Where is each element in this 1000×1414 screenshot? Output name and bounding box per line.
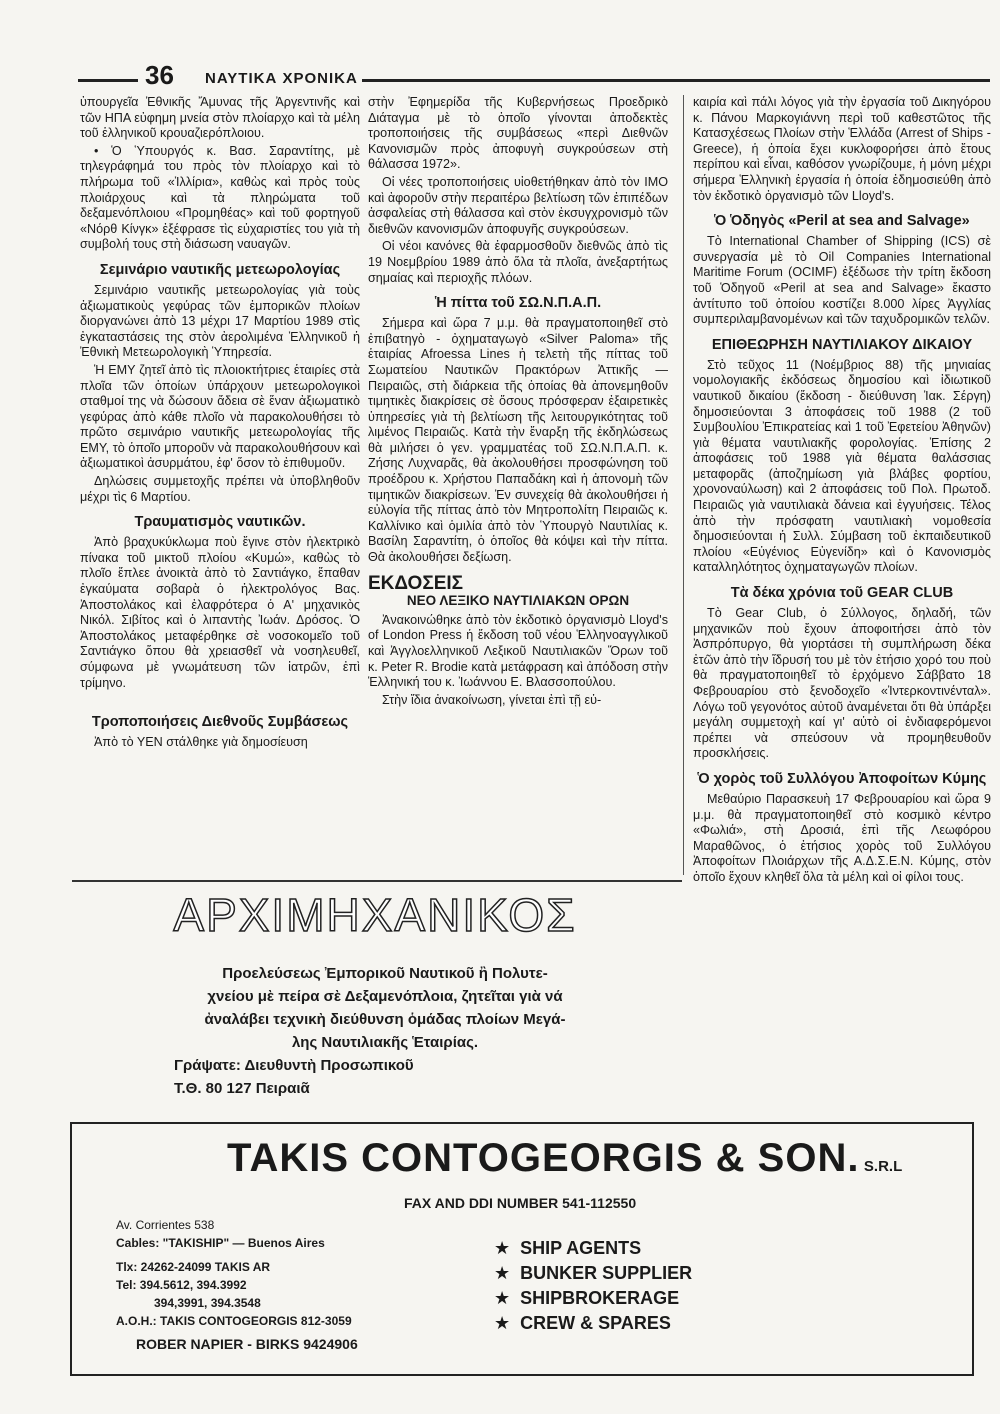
takis-tlx: Tlx: 24262-24099 TAKIS AR — [116, 1260, 271, 1274]
heading-lexicon: ΝΕΟ ΛΕΞΙΚΟ ΝΑΥΤΙΛΙΑΚΩΝ ΟΡΩΝ — [406, 593, 630, 609]
takis-phone-block — [116, 1258, 352, 1330]
service-item — [494, 1261, 692, 1286]
paragraph: Οἱ νέες τροποποιήσεις υἱοθετήθηκαν ἀπὸ τὸν ΙΜΟ καὶ ἀφοροῦν στὴν περαιτέρω βελτίωση τῶν ἐπιπέδων ἀσφαλείας στὴ θάλασσα καὶ στὸν ἐκσυγχρονισμὸ τῶν διεθνῶν κανονισμῶν ἀποφυγῆς συγκρούσεων. — [368, 174, 668, 236]
takis-address: Av. Corrientes 538 — [116, 1218, 215, 1232]
paragraph: στὴν Ἐφημερίδα τῆς Κυβερνήσεως Προεδρικὸ Διάταγμα μὲ τὸ ὁποῖο γίνονται ἀποδεκτὲς τροποποιήσεις τῆς συμβάσεως «περὶ Διεθνῶν Κανονισμῶν πρὸς ἀποφυγὴ συγκρούσεων στὴ θάλασσα 1972». — [368, 95, 668, 172]
service-label: SHIP AGENTS — [520, 1238, 642, 1258]
star-icon: ★ — [494, 1263, 511, 1283]
takis-srl: S.R.L — [863, 1158, 903, 1175]
column-divider — [683, 95, 684, 875]
page-number: 36 — [145, 60, 174, 90]
takis-ad-box — [70, 1122, 974, 1376]
takis-aoh: A.O.H.: TAKIS CONTOGEORGIS 812-3059 — [116, 1314, 352, 1328]
ad-line: λης Ναυτιλιακῆς Ἑταιρίας. — [291, 1034, 479, 1051]
heading-pitta: Ἡ πίττα τοῦ ΣΩ.Ν.Π.Α.Π. — [434, 295, 602, 312]
takis-cables: Cables: "TAKISHIP" — Buenos Aires — [116, 1236, 325, 1250]
paragraph: Οἱ νέοι κανόνες θὰ ἐφαρμοσθοῦν διεθνῶς ἀπὸ τὶς 19 Νοεμβρίου 1989 ἀπὸ ὅλα τὰ πλοῖα, ἀνεξαρτήτως σημαίας καὶ περιοχῆς πλόων. — [368, 239, 668, 285]
heading-injury: Τραυματισμὸς ναυτικῶν. — [134, 514, 306, 531]
takis-tel1: Tel: 394.5612, 394.3992 — [116, 1278, 247, 1292]
paragraph: Στὴν ἴδια ἀνακοίνωση, γίνεται ἐπὶ τῇ εὐ- — [382, 692, 602, 707]
heading-amendments: Τροποποιήσεις Διεθνοῦς Συμβάσεως — [91, 714, 349, 731]
ad-line: ἀναλάβει τεχνικὴ διεύθυνση ὁμάδας πλοίων Μεγά- — [204, 1011, 566, 1028]
heading-gear: Τὰ δέκα χρόνια τοῦ GEAR CLUB — [730, 585, 954, 602]
star-icon: ★ — [494, 1238, 511, 1258]
paragraph: Ἡ ΕΜΥ ζητεῖ ἀπὸ τὶς πλοιοκτήτριες ἑταιρίες στὰ πλοῖα τῶν ὁποίων ὑπάρχουν μετεωρολογικοὶ σταθμοί της νὰ δώσουν ἄδεια σὲ ἕναν ἀξιωματικὸ γεφύρας ἀπὸ κάθε πλοῖο νὰ παρακολουθήσει τὸ πρῶτο σεμινάριο ναυτικῆς μετεωρολογίας τῆς ΕΜΥ, τὸ ὁποῖο μποροῦν νὰ παρακολουθήσουν καὶ ἀξιωματικοὶ ἀσυρμάτου, ἐφ' ὅσον τὸ ἐπιθυμοῦν. — [80, 362, 360, 471]
heading-peril: Ὁ Ὁδηγὸς «Peril at sea and Salvage» — [714, 213, 970, 230]
paragraph: Δηλώσεις συμμετοχῆς πρέπει νὰ ὑποβληθοῦν μέχρι τὶς 6 Μαρτίου. — [80, 474, 360, 504]
ad-contact-line: Τ.Θ. 80 127 Πειραιᾶ — [174, 1080, 310, 1097]
takis-tel2: 394,3991, 394.3548 — [154, 1296, 261, 1310]
paragraph: Ἀπὸ τὸ ΥΕΝ στάλθηκε γιὰ δημοσίευση — [94, 735, 308, 750]
service-item — [494, 1236, 692, 1261]
paragraph: Τὸ Gear Club, ὁ Σύλλογος, δηλαδή, τῶν μηχανικῶν ποὺ ἔχουν ἀποφοιτήσει ἀπὸ τὸν Ἀσπρόπυργο, θὰ γιορτάσει τὴ συμπλήρωση δέκα ἐτῶν ἀπὸ τὴν ἵδρυσή του μὲ τὸν ἐτήσιο χορό του ποὺ θὰ πραγματοποιηθεῖ τὸ ἐρχόμενο Σάββατο 18 Φεβρουαρίου στὸ ξενοδοχεῖο «Ἰντερκοντινένταλ». Λόγω τοῦ γεγονότος αὐτοῦ ἀναμένεται ὅτι θὰ ὑπάρξει μεγάλη συμμετοχὴ καί γι' αὐτὸ οἱ ἐνδιαφερόμενοι πρέπει νὰ σπεύσουν νὰ προμηθευθοῦν προσκλήσεις. — [693, 606, 991, 761]
paragraph: Ἀπὸ βραχυκύκλωμα ποὺ ἔγινε στὸν ἠλεκτρικὸ πίνακα τοῦ μικτοῦ πλοίου «Κυμώ», καθὼς τὸ πλοῖο ἔπλεε ἀνοικτὰ ἀπὸ τὸ Σαντιάγκο, ἔπαθαν ἐγκαύματα σοβαρὰ ὁ ἠλεκτρολόγος Βας. Ἀποστολάκος καὶ ἐλαφρότερα ὁ Α' μηχανικὸς Νικόλ. Σιβίτος καὶ ὁ λιπαντὴς Ἰωάν. Δρόσος. Ὁ Ἀποστολάκος μεταφέρθηκε σὲ νοσοκομεῖο τοῦ Σαντιάγκο ὅπου θὰ χρειασθεῖ νὰ νοσηλευθεῖ, σύμφωνα μὲ γνωμάτευση τῶν ἰατρῶν, ἐπὶ τρίμηνο. — [80, 535, 360, 690]
ad-engineer-contact — [174, 1054, 414, 1100]
takis-fax: FAX AND DDI NUMBER 541-112550 — [404, 1195, 637, 1211]
takis-heading — [227, 1136, 902, 1181]
column-3 — [693, 95, 991, 888]
ad-top-rule — [72, 880, 682, 882]
takis-name: TAKIS CONTOGEORGIS & SON. — [227, 1136, 860, 1180]
ad-engineer-title: ΑΡΧΙΜΗΧΑΝΙΚΟΣ — [173, 889, 577, 941]
star-icon: ★ — [494, 1288, 511, 1308]
paragraph: Μεθαύριο Παρασκευὴ 17 Φεβρουαρίου καὶ ὥρα 9 μ.μ. θὰ πραγματοποιηθεῖ στὸ κοσμικὸ κέντρο «Φωλιά», στὴ Δροσιά, ἐπὶ τῆς Λεωφόρου Μαραθῶνος, ὁ ἐτήσιος χορὸς τοῦ Συλλόγου Ἀποφοίτων Πλοιάρχων τῆς Α.Δ.Σ.Ε.Ν. Κύμης, στὸν ὁποῖο ἔχουν κληθεῖ ὅλα τὰ μέλη καὶ οἱ φίλοι τους. — [693, 791, 991, 884]
service-item — [494, 1311, 692, 1336]
paragraph: Τὸ International Chamber of Shipping (ICS) σὲ συνεργασία μὲ τὸ Oil Companies International Maritime Forum (OCIMF) ἐξέδωσε τὴν τρίτη ἔκδοση τοῦ Ὁδηγοῦ «Peril at sea and Salvage» ἔκαστο ἀντίτυπο τοῦ ὁποίου κοστίζει 8.000 λίρες Ἀγγλίας συμπεριλαμβανομένων καὶ τῶν ταχυδρομικῶν τελῶν. — [693, 234, 991, 327]
takis-address-block — [116, 1216, 325, 1252]
paragraph: Σεμινάριο ναυτικῆς μετεωρολογίας γιὰ τοὺς ἀξιωματικοὺς γεφύρας τῶν ἐμπορικῶν πλοίων διοργανώνει ἀπὸ 13 μέχρι 17 Μαρτίου 1989 στὶς ἐγκαταστάσεις της στὸν ἀερολιμένα Ἑλληνικοῦ ἡ Ἐθνικὴ Μετεωρολογικὴ Ὑπηρεσία. — [80, 282, 360, 360]
paragraph: Ἀνακοινώθηκε ἀπὸ τὸν ἐκδοτικὸ ὀργανισμὸ Lloyd's of London Press ἡ ἔκδοση τοῦ νέου Ἑλληνοαγγλικοῦ καὶ Ἀγγλοελληνικοῦ Λεξικοῦ Ναυτιλιακῶν Ὅρων τοῦ κ. Peter R. Brodie κατὰ μετάφραση καὶ ἀπόδοση στὴν Ἑλληνική του κ. Ἰωάννου Ε. Βλασσοπούλου. — [368, 612, 668, 690]
column-2 — [368, 95, 668, 710]
paragraph: Στὸ τεῦχος 11 (Νοέμβριος 88) τῆς μηνιαίας νομολογιακῆς ἐκδόσεως δημοσίου καὶ ἰδιωτικοῦ ναυτικοῦ δικαίου (ἔκδοση - διεύθυνση Ἰακ. Σέργη) δημοσιεύονται 3 ἀποφάσεις τοῦ 1988 (2 τοῦ Συμβουλίου Ἐπικρατείας καὶ 1 τοῦ Ἐφετείου Ἀθηνῶν) γιὰ θέματα ναυτιλιακῆς φορολογίας. Ἐπίσης 2 ἀποφάσεις τοῦ 1988 γιὰ θέματα θαλάσσιας μεταφορᾶς (ἀποζημίωση γιὰ βλάβες φορτίου, χρονοναύλωση) καὶ 2 ἀποφάσεις τοῦ Πολ. Πρωτοδ. Πειραιῶς γιὰ ναυτιλιακὰ δάνεια καὶ ἐγγυήσεις. Τέλος ἀπὸ τὴν πρόσφατη ναυτιλιακὴ νομοθεσία δημοσιεύονται ἡ Συλλ. Σύμβαση τοῦ ἐκπαιδευτικοῦ πλοίου «Εὐγένιος Εὐγενίδη» καὶ ὁ Κανονισμὸς καταλληλότητος ὀχηματαγωγῶν πλοίων. — [693, 357, 991, 575]
star-icon: ★ — [494, 1313, 511, 1333]
heading-editions: ΕΚΔΟΣΕΙΣ — [368, 572, 464, 594]
takis-services — [494, 1236, 692, 1336]
header-rule-left — [78, 79, 138, 82]
heading-dance: Ὁ χορὸς τοῦ Συλλόγου Ἀποφοίτων Κύμης — [697, 770, 987, 787]
ad-contact-line: Γράψατε: Διευθυντὴ Προσωπικοῦ — [174, 1057, 414, 1074]
takis-rober: ROBER NAPIER - BIRKS 9424906 — [136, 1336, 358, 1352]
paragraph: • Ὁ Ὑπουργός κ. Βασ. Σαραντίτης, μὲ τηλεγράφημά του πρὸς τὸν πλοίαρχο καὶ τὸ πλήρωμα τοῦ «Ἰλλίρια», καθὼς καὶ πρὸς τοὺς πλοιάρχους καὶ τὰ πληρώματα τοῦ δεξαμενόπλοιου «Προμηθέας» καὶ τοῦ φορτηγοῦ «Νόρθ Κίνγκ» ἐξέφρασε τὶς εὐχαριστίες του γιὰ τὴ συμβολή τους στὴ διάσωση ναυαγῶν. — [80, 143, 360, 252]
service-label: CREW & SPARES — [520, 1313, 671, 1333]
service-label: SHIPBROKERAGE — [520, 1288, 680, 1308]
publication-title: ΝΑΥΤΙΚΑ ΧΡΟΝΙΚΑ — [205, 70, 358, 87]
heading-seminar: Σεμινάριο ναυτικῆς μετεωρολογίας — [99, 261, 341, 278]
service-item — [494, 1286, 692, 1311]
paragraph: καιρία καὶ πάλι λόγος γιὰ τὴν ἐργασία τοῦ Δικηγόρου κ. Πάνου Μαρκογιάννη περὶ τοῦ καθεστῶτος τῆς Κατασχέσεως Πλοίων στὴν Ἑλλάδα (Arrest of Ships - Greece), ἡ ὁποία ἔχει κυκλοφορήσει ἀπὸ ἔτους περίπου καὶ εἶναι, καθόσον γνωρίζουμε, ἡ μόνη μέχρι σήμερα Ἑλληνικὴ ἐργασία ἡ ὁποία ἐδημοσιεύθη ἀπὸ τὸν ἐκδοτικὸ ὀργανισμὸ τῶν Lloyd's. — [693, 95, 991, 203]
paragraph: ὑπουργεῖα Ἐθνικῆς Ἄμυνας τῆς Ἀργεντινῆς καὶ τῶν ΗΠΑ εὐφημη μνεία στὸν πλοίαρχο καὶ τὰ μέλη τοῦ ἑλληνικοῦ κρουαζιερόπλοιου. — [80, 95, 360, 141]
column-1 — [80, 95, 360, 753]
header-rule-right — [362, 79, 990, 82]
ad-engineer-body — [150, 962, 620, 1054]
paragraph: Σήμερα καὶ ὥρα 7 μ.μ. θὰ πραγματοποιηθεῖ στὸ ἐπιβατηγὸ - ὀχηματαγωγὸ «Silver Paloma» τῆς ἑταιρίας Afroessa Lines ἡ τελετὴ τῆς πίττας τοῦ Σωματείου Ναυτικῶν Πρακτόρων Ἀττικῆς — Πειραιῶς, στὴ διάρκεια τῆς ὁποίας θὰ ἀπονεμηθοῦν τιμητικὲς διακρίσεις σὲ ὅσους πρόσφεραν ἐξαιρετικὲς ὑπηρεσίες γιὰ τὴ βελτίωση τῆς λειτουργικότητας τοῦ λιμένος Πειραιῶς. Κατὰ τὴν ἔναρξη τῆς ἐκδηλώσεως θὰ μιλήσει ὁ γεν. γραμματέας τοῦ ΣΩ.Ν.Π.Α.Π. κ. Ζήσης Λυχναρᾶς, θὰ ἀκολουθήσει προσφώνηση τοῦ προέδρου κ. Χρήστου Παπαδάκη καὶ ἡ ἀπονομὴ τῶν τιμητικῶν διακρίσεων. Ἐν συνεχείᾳ θὰ ἀκολουθήσει ἡ εὐλογία τῆς πίττας ἀπὸ τὸν Μητροπολίτη Πειραιῶς κ. Καλλίνικο καὶ ὁμιλία ἀπὸ τὸν Ὑπουργὸ Ναυτιλίας κ. Βασίλη Σαραντίτη, ὁ ὁποῖος θὰ κόψει καὶ τὴν πίττα. Θὰ ἀκολουθήσει δεξίωση. — [368, 316, 668, 565]
ad-line: χνείου μὲ πείρα σὲ Δεξαμενόπλοια, ζητεῖται γιὰ νά — [207, 988, 563, 1005]
heading-review: ΕΠΙΘΕΩΡΗΣΗ ΝΑΥΤΙΛΙΑΚΟΥ ΔΙΚΑΙΟΥ — [711, 336, 973, 353]
service-label: BUNKER SUPPLIER — [520, 1263, 693, 1283]
ad-line: Προελεύσεως Ἐμπορικοῦ Ναυτικοῦ ἢ Πολυτε- — [222, 965, 548, 982]
